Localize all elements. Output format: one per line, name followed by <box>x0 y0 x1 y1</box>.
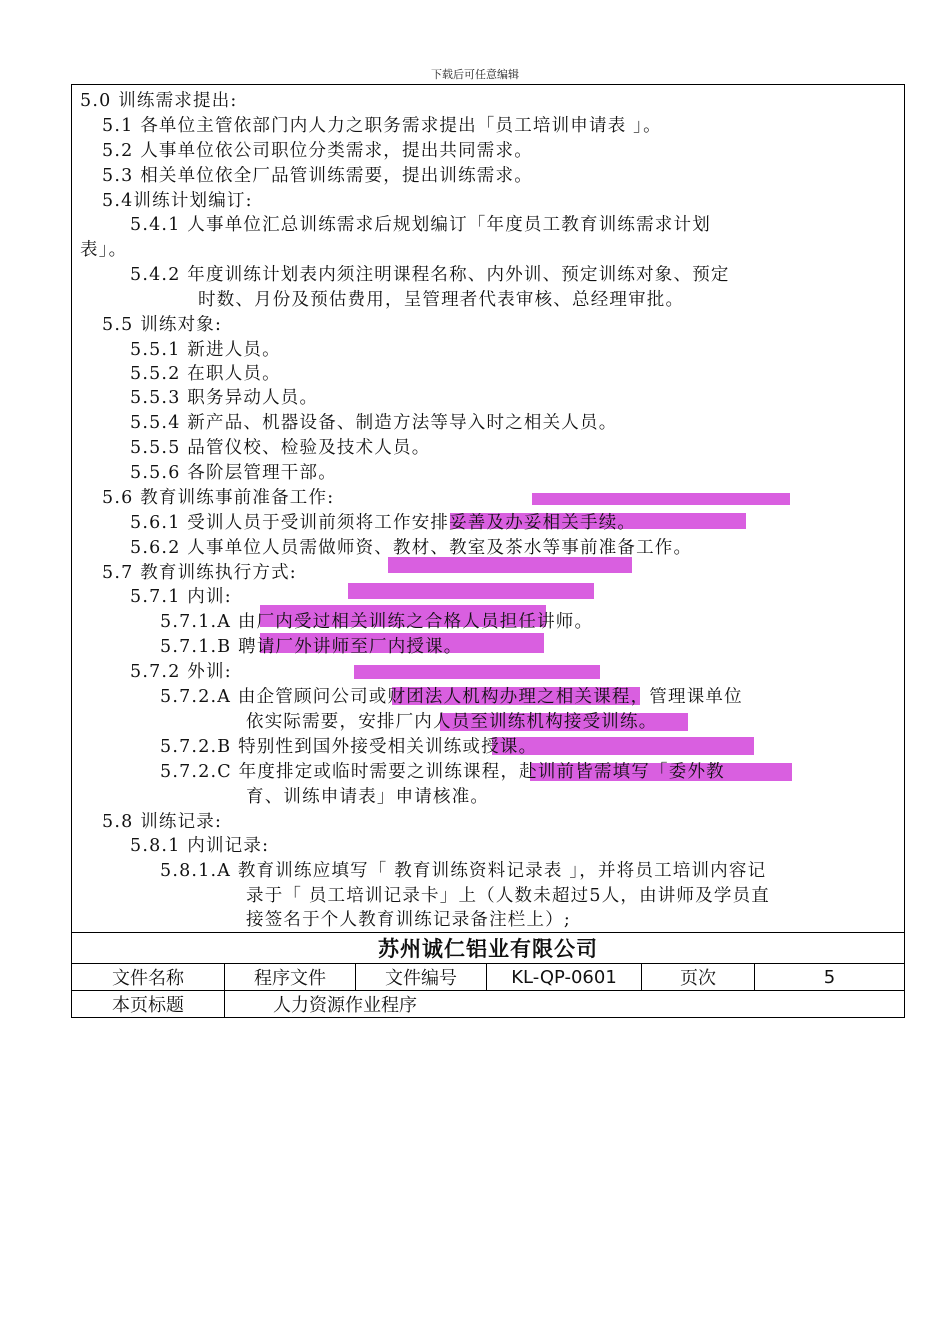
text-line: 5.6.2 人事单位人员需做师资、教材、教室及茶水等事前准备工作。 <box>130 538 693 558</box>
text-line: 时数、月份及预估费用，呈管理者代表审核、总经理审批。 <box>198 290 685 310</box>
text-line: 5.8.1 内训记录: <box>130 836 270 856</box>
text-line: 接签名于个人教育训练记录备注栏上）; <box>246 910 571 930</box>
text-line: 5.7 教育训练执行方式: <box>102 563 297 583</box>
highlight-mark <box>532 493 790 505</box>
text-line: 5.7.1.A 由厂内受过相关训练之合格人员担任讲师。 <box>160 612 594 632</box>
text-line: 5.1 各单位主管依部门内人力之职务需求提出「员工培训申请表 」。 <box>102 116 662 136</box>
text-line: 表」。 <box>80 240 128 260</box>
text-line: 育、训练申请表」申请核准。 <box>246 787 490 807</box>
text-line: 5.7.2.A 由企管顾问公司或财团法人机构办理之相关课程，管理课单位 <box>160 687 743 707</box>
highlight-mark <box>348 583 594 599</box>
text-line: 5.5.5 品管仪校、检验及技术人员。 <box>130 438 431 458</box>
doc-name-value: 程序文件 <box>225 964 356 991</box>
text-line: 5.5.2 在职人员。 <box>130 364 281 384</box>
text-line: 5.8 训练记录: <box>102 812 223 832</box>
text-line: 5.5.3 职务异动人员。 <box>130 388 319 408</box>
text-line: 5.7.1 内训: <box>130 587 232 607</box>
company-name: 苏州诚仁铝业有限公司 <box>72 933 905 964</box>
text-line: 5.7.1.B 聘请厂外讲师至厂内授课。 <box>160 637 463 657</box>
text-line: 5.4.2 年度训练计划表内须注明课程名称、内外训、预定训练对象、预定 <box>130 265 730 285</box>
text-line: 依实际需要，安排厂内人员至训练机构接受训练。 <box>246 712 658 732</box>
doc-no-value: KL-QP-0601 <box>487 964 642 991</box>
doc-name-label: 文件名称 <box>72 964 225 991</box>
text-line: 5.8.1.A 教育训练应填写「 教育训练资料记录表 」，并将员工培训内容记 <box>160 861 767 881</box>
page-number: 5 <box>755 964 905 991</box>
download-note: 下载后可任意编辑 <box>431 68 519 81</box>
text-line: 5.6.1 受训人员于受训前须将工作安排妥善及办妥相关手续。 <box>130 513 637 533</box>
highlight-mark <box>354 665 600 679</box>
text-line: 5.0 训练需求提出: <box>80 91 238 111</box>
doc-no-label: 文件编号 <box>356 964 487 991</box>
text-line: 5.5 训练对象: <box>102 315 223 335</box>
footer-table <box>71 932 905 1018</box>
text-line: 5.7.2.B 特别性到国外接受相关训练或授课。 <box>160 737 538 757</box>
text-line: 录于「 员工培训记录卡」上（人数未超过5人，由讲师及学员直 <box>246 886 770 906</box>
text-line: 5.5.4 新产品、机器设备、制造方法等导入时之相关人员。 <box>130 413 618 433</box>
text-line: 5.5.6 各阶层管理干部。 <box>130 463 337 483</box>
text-line: 5.4训练计划编订: <box>102 191 253 211</box>
text-line: 5.7.2.C 年度排定或临时需要之训练课程，赴训前皆需填写「委外教 <box>160 762 725 782</box>
text-line: 5.4.1 人事单位汇总训练需求后规划编订「年度员工教育训练需求计划 <box>130 215 711 235</box>
text-line: 5.5.1 新进人员。 <box>130 340 281 360</box>
text-line: 5.7.2 外训: <box>130 662 232 682</box>
text-line: 5.2 人事单位依公司职位分类需求，提出共同需求。 <box>102 141 533 161</box>
page-label: 页次 <box>642 964 755 991</box>
text-line: 5.3 相关单位依全厂品管训练需要，提出训练需求。 <box>102 166 533 186</box>
page-title: 人力资源作业程序 <box>225 991 905 1018</box>
title-label: 本页标题 <box>72 991 225 1018</box>
document-body <box>71 84 905 932</box>
text-line: 5.6 教育训练事前准备工作: <box>102 488 335 508</box>
